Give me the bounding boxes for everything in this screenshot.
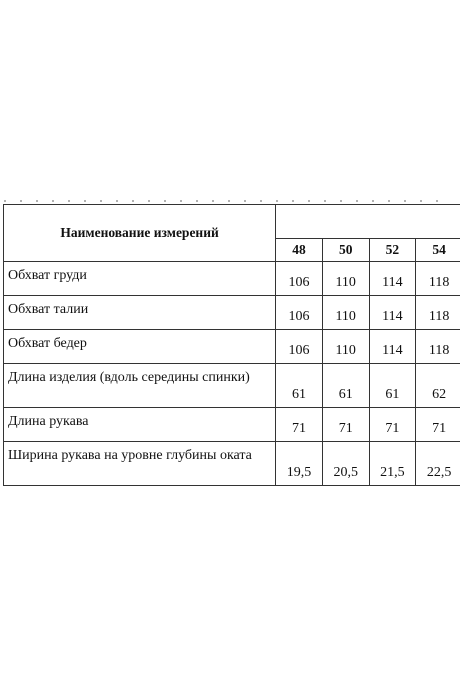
table-row-sleeve-width <box>4 442 460 486</box>
cell-value: 61 <box>369 364 416 408</box>
cell-value: 106 <box>276 296 323 330</box>
sizes-header-blank <box>276 205 460 239</box>
cell-value: 118 <box>416 262 460 296</box>
measurements-header: Наименование измерений <box>4 205 276 262</box>
cell-value: 71 <box>322 408 369 442</box>
cell-value: 61 <box>322 364 369 408</box>
cell-value: 110 <box>322 262 369 296</box>
cell-value: 71 <box>416 408 460 442</box>
scan-artifact-line <box>0 199 460 203</box>
size-50: 50 <box>322 238 369 261</box>
row-label: Ширина рукава на уровне глубины оката <box>4 442 276 486</box>
cell-value: 114 <box>369 296 416 330</box>
cell-value: 118 <box>416 330 460 364</box>
cell-value: 21,5 <box>369 442 416 486</box>
size-52: 52 <box>369 238 416 261</box>
table-row-chest <box>4 262 460 296</box>
cell-value: 106 <box>276 262 323 296</box>
cell-value: 71 <box>369 408 416 442</box>
cell-value: 110 <box>322 330 369 364</box>
row-label: Обхват талии <box>4 296 276 330</box>
cell-value: 118 <box>416 296 460 330</box>
row-label: Обхват бедер <box>4 330 276 364</box>
size-48: 48 <box>276 238 323 261</box>
cell-value: 61 <box>276 364 323 408</box>
cell-value: 22,5 <box>416 442 460 486</box>
table-row-hips <box>4 330 460 364</box>
size-chart <box>3 204 460 486</box>
cell-value: 62 <box>416 364 460 408</box>
table-row-length <box>4 364 460 408</box>
table-row-sleeve-length <box>4 408 460 442</box>
row-label: Обхват груди <box>4 262 276 296</box>
header-row <box>4 205 460 239</box>
cell-value: 114 <box>369 330 416 364</box>
cell-value: 114 <box>369 262 416 296</box>
cell-value: 106 <box>276 330 323 364</box>
size-table <box>3 204 460 486</box>
table-row-waist <box>4 296 460 330</box>
size-54: 54 <box>416 238 460 261</box>
row-label: Длина изделия (вдоль середины спинки) <box>4 364 276 408</box>
cell-value: 71 <box>276 408 323 442</box>
cell-value: 20,5 <box>322 442 369 486</box>
row-label: Длина рукава <box>4 408 276 442</box>
cell-value: 110 <box>322 296 369 330</box>
cell-value: 19,5 <box>276 442 323 486</box>
